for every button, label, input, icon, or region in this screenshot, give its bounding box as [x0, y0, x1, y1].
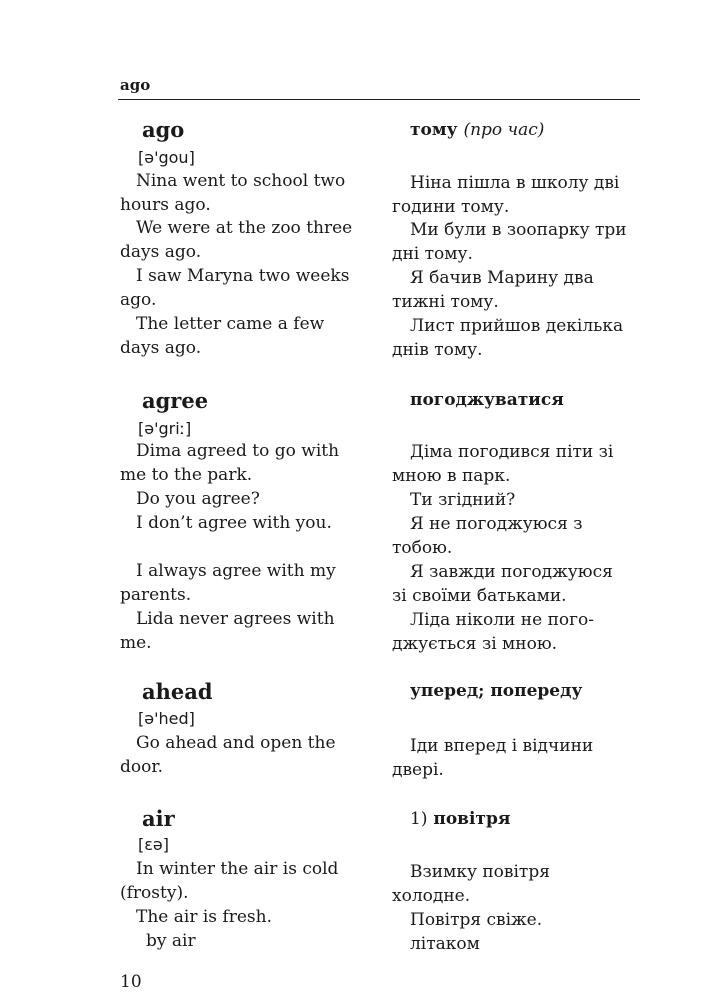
en-line: Go ahead and open the — [136, 733, 336, 753]
en-line: Do you agree? — [136, 489, 260, 509]
en-line: The letter came a few — [136, 314, 325, 334]
ua-line: Іди вперед і відчини — [410, 736, 594, 756]
ua-line: Лист прийшов декілька — [410, 316, 624, 336]
en-line: ago. — [120, 290, 157, 310]
ua-line: літаком — [410, 934, 480, 954]
en-line: We were at the zoo three — [136, 218, 353, 238]
running-head: ago — [120, 76, 151, 94]
ua-line: години тому. — [392, 197, 510, 217]
sense-number: 1) — [410, 809, 428, 829]
en-line: hours ago. — [120, 195, 211, 215]
translation-word: повітря — [433, 809, 511, 829]
en-line: door. — [120, 757, 164, 777]
en-line: (frosty). — [120, 883, 189, 903]
headword-ahead: ahead — [142, 679, 213, 704]
translation-ago — [410, 120, 544, 140]
ua-line: двері. — [392, 760, 444, 780]
en-line: by air — [146, 931, 196, 951]
page-number: 10 — [120, 972, 142, 992]
ua-line: мною в парк. — [392, 466, 511, 486]
ua-line: Я бачив Марину два — [410, 268, 594, 288]
ua-line: холодне. — [392, 886, 471, 906]
en-line: Nina went to school two — [136, 171, 346, 191]
ua-line: дні тому. — [392, 244, 473, 264]
ua-line: Ми були в зоопарку три — [410, 220, 627, 240]
ua-line: Взимку повітря — [410, 862, 550, 882]
ua-line: джується зі мною. — [392, 634, 558, 654]
en-line: In winter the air is cold — [136, 859, 339, 879]
en-line: days ago. — [120, 242, 202, 262]
ua-line: тобою. — [392, 538, 453, 558]
ipa-ago: [ə'gou] — [138, 148, 195, 167]
ua-line: Я не погоджуюся з — [410, 514, 583, 534]
ua-line: Повітря свіже. — [410, 910, 543, 930]
ua-line: тижні тому. — [392, 292, 499, 312]
translation-agree: погоджуватися — [410, 390, 564, 410]
headword-air: air — [142, 806, 175, 831]
en-line: Lida never agrees with — [136, 609, 335, 629]
en-line: Dima agreed to go with — [136, 441, 340, 461]
en-line: I saw Maryna two weeks — [136, 266, 350, 286]
en-line: I don’t agree with you. — [136, 513, 332, 533]
ipa-ahead: [ə'hed] — [138, 709, 195, 728]
ua-line: Ніна пішла в школу дві — [410, 173, 620, 193]
en-line: me. — [120, 633, 152, 653]
ipa-air: [εə] — [138, 835, 169, 854]
en-line: days ago. — [120, 338, 202, 358]
headword-ago: ago — [142, 117, 185, 142]
translation-ahead: уперед; попереду — [410, 681, 583, 701]
ua-line: Ти згідний? — [410, 490, 516, 510]
en-line: I always agree with my — [136, 561, 336, 581]
ua-line: зі своїми батьками. — [392, 586, 567, 606]
en-line: The air is fresh. — [136, 907, 272, 927]
translation-note: (про час) — [463, 120, 545, 140]
translation-word: тому — [410, 120, 458, 140]
translation-air — [410, 809, 510, 829]
ipa-agree: [ə'griː] — [138, 419, 192, 438]
ua-line: днів тому. — [392, 340, 483, 360]
en-line: parents. — [120, 585, 192, 605]
header-rule — [118, 99, 640, 100]
ua-line: Ліда ніколи не пого- — [410, 610, 595, 630]
headword-agree: agree — [142, 388, 209, 413]
en-line: me to the park. — [120, 465, 253, 485]
ua-line: Я завжди погоджуюся — [410, 562, 613, 582]
ua-line: Діма погодився піти зі — [410, 442, 614, 462]
